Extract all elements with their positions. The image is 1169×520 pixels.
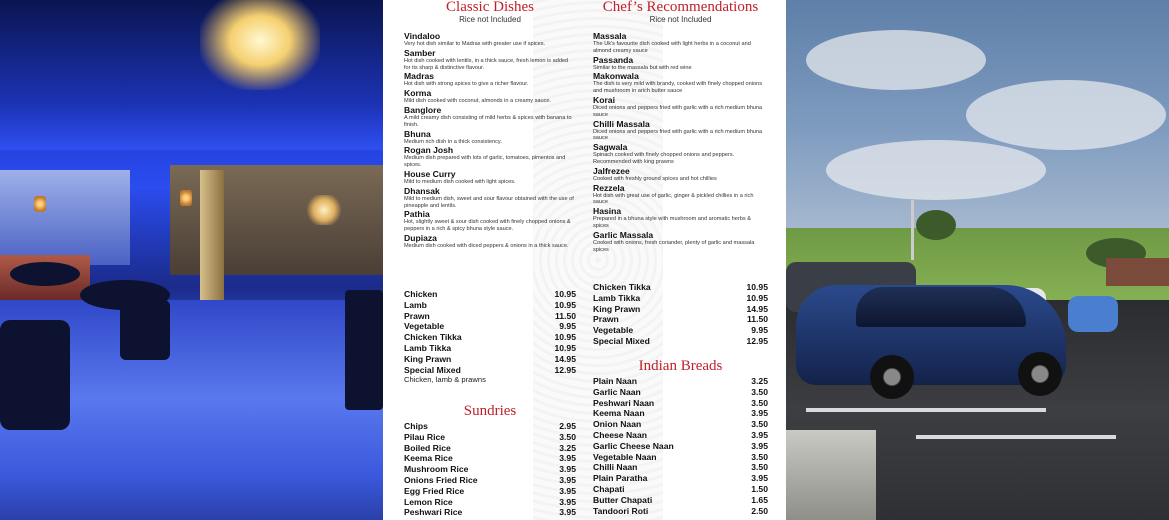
- window: [0, 170, 130, 265]
- price-row: [404, 365, 576, 376]
- dish-name: House Curry: [404, 168, 456, 179]
- dish-desc: Cooked with onions, fresh coriander, plenty of garlic and massala spices: [593, 239, 755, 253]
- item-name: Garlic Cheese Naan: [593, 440, 674, 451]
- chandelier: [306, 195, 342, 225]
- price-row: [404, 343, 576, 354]
- price-row: [404, 289, 576, 300]
- item-price: 3.95: [751, 408, 768, 419]
- item-name: Lemon Rice: [404, 496, 453, 507]
- dish-desc: Medium rich dish in a thick consistency.: [404, 138, 502, 145]
- item-price: 14.95: [746, 303, 768, 314]
- dish-item: [593, 95, 768, 119]
- price-row: [404, 464, 576, 475]
- dish-name: Makonwala: [593, 71, 639, 82]
- item-price: 3.50: [751, 462, 768, 473]
- cloud: [806, 30, 986, 90]
- item-price: 1.50: [751, 483, 768, 494]
- item-name: Keema Naan: [593, 408, 645, 419]
- dish-desc: Cooked with freshly ground spices and hot chillies: [593, 175, 717, 182]
- item-price: 3.95: [751, 429, 768, 440]
- item-name: Vegetable: [404, 321, 445, 332]
- item-name: Special Mixed: [593, 335, 650, 346]
- item-price: 3.95: [559, 464, 576, 475]
- price-row: [404, 507, 576, 518]
- item-name: Vegetable Naan: [593, 451, 657, 462]
- dish-item: [404, 88, 576, 105]
- dish-name: Massala: [593, 31, 627, 41]
- item-name: Onions Fried Rice: [404, 474, 478, 485]
- item-name: Mushroom Rice: [404, 464, 469, 475]
- dish-desc: Diced onions and peppers fried with garlic with a rich medium bhuna sauce: [593, 128, 763, 142]
- indian-breads-title: Indian Breads: [638, 358, 723, 374]
- dish-desc: Mild to medium dish, sweet and sour flavour obtained with the use of pineapple and lentils.: [404, 195, 574, 209]
- dish-item: [593, 31, 768, 55]
- dish-item: [593, 119, 768, 143]
- sundries-list: [404, 421, 576, 518]
- item-price: 3.95: [559, 496, 576, 507]
- item-name: Keema Rice: [404, 453, 453, 464]
- dish-name: Passanda: [593, 54, 634, 65]
- dish-name: Jalfrezee: [593, 165, 630, 176]
- dish-name: Chilli Massala: [593, 118, 650, 129]
- tree: [916, 210, 956, 240]
- item-name: Onion Naan: [593, 419, 642, 430]
- dish-name: Banglore: [404, 104, 442, 115]
- item-name: Peshwari Naan: [593, 397, 655, 408]
- ceiling: [0, 0, 383, 150]
- dish-name: Rogan Josh: [404, 145, 454, 156]
- item-price: 11.50: [746, 314, 768, 325]
- item-price: 3.95: [559, 485, 576, 496]
- dish-name: Madras: [404, 71, 435, 82]
- dish-name: Korai: [593, 94, 615, 105]
- price-row: [404, 321, 576, 332]
- item-price: 2.95: [559, 421, 576, 431]
- item-price: 11.50: [554, 310, 576, 321]
- car-windows: [856, 287, 1026, 327]
- item-name: King Prawn: [404, 353, 452, 364]
- house: [1106, 258, 1169, 286]
- item-name: Peshwari Rice: [404, 507, 463, 518]
- dish-desc: Hot, slightly sweet & sour dish cooked with finely chopped onions & peppers in a rich & spicy bhuna style sauce.: [404, 219, 571, 233]
- stone-wall: [786, 430, 876, 520]
- item-name: King Prawn: [593, 303, 641, 314]
- price-row: [404, 421, 576, 432]
- price-row: [593, 430, 768, 441]
- item-name: Boiled Rice: [404, 442, 451, 453]
- price-row: [404, 332, 576, 343]
- dish-item: [593, 71, 768, 95]
- dining-chair: [120, 300, 170, 360]
- restaurant-interior-photo: [0, 0, 383, 520]
- dish-desc: Spinach cooked with finely chopped onions and peppers. Recommended with king prawns: [593, 152, 735, 165]
- item-name: Tandoori Roti: [593, 505, 649, 516]
- ceiling-light: [200, 0, 320, 90]
- item-price: 3.25: [751, 376, 768, 386]
- item-price: 9.95: [751, 325, 768, 336]
- car-wheel: [870, 355, 914, 399]
- item-name: Chapati: [593, 483, 625, 494]
- dish-desc: Hot dish with great use of garlic, ginger & pickled chillies in a rich sauce: [593, 192, 754, 206]
- dining-chair: [345, 290, 383, 410]
- dish-name: Samber: [404, 47, 436, 58]
- dish-desc: Very hot dish similar to Madras with greater use if spices.: [404, 41, 546, 47]
- item-name: Egg Fried Rice: [404, 485, 465, 496]
- item-price: 3.50: [751, 419, 768, 430]
- dish-item: [404, 105, 576, 129]
- item-name: Lamb Tikka: [593, 292, 641, 303]
- dish-item: [404, 209, 576, 233]
- dish-name: Dupiaza: [404, 232, 437, 243]
- price-row: [593, 484, 768, 495]
- price-row: [593, 387, 768, 398]
- dish-name: Rezzela: [593, 182, 625, 193]
- dining-table: [10, 262, 80, 286]
- chefs-recommendations-title: Chef’s Recommendations: [602, 0, 759, 15]
- item-price: 10.95: [554, 289, 576, 299]
- item-price: 2.50: [751, 505, 768, 516]
- dish-item: [404, 31, 576, 48]
- dish-desc: Similar to the massala but with red wine: [593, 64, 692, 71]
- price-row: [593, 293, 768, 304]
- item-name: Plain Paratha: [593, 473, 648, 484]
- price-row: [593, 452, 768, 463]
- price-row: [593, 506, 768, 517]
- price-row: [404, 497, 576, 508]
- item-name: Vegetable: [593, 325, 634, 336]
- classic-price-list: [404, 289, 576, 385]
- price-row: [404, 432, 576, 443]
- dish-desc: Hot dish with strong spices to give a richer flavour.: [404, 81, 529, 88]
- price-row: [593, 336, 768, 347]
- item-price: 10.95: [554, 332, 576, 343]
- dish-item: [404, 71, 576, 88]
- pillar: [200, 170, 224, 310]
- price-row: [404, 311, 576, 322]
- dish-list: [593, 31, 768, 253]
- item-price: 3.25: [559, 442, 576, 453]
- dish-desc: Diced onions and peppers fried with garlic with a rich medium bhuna sauce: [593, 104, 763, 118]
- dish-item: [404, 233, 576, 250]
- dish-item: [593, 142, 768, 166]
- item-price: 3.50: [751, 397, 768, 408]
- dish-desc: Hot dish cooked with lentils, in a thick sauce, fresh lemon is added for its sharp & distinctive flavour.: [404, 57, 569, 71]
- price-row: [593, 441, 768, 452]
- item-price: 1.65: [751, 494, 768, 505]
- lamp-post: [911, 200, 914, 260]
- dish-desc: The dish is very mild with brandy, cooked with finely chopped onions and mushroom in arich butter sauce: [593, 81, 763, 95]
- price-row: [593, 376, 768, 387]
- dish-item: [593, 166, 768, 183]
- wall-lamp: [180, 190, 192, 206]
- parking-line: [916, 435, 1116, 439]
- item-price: 12.95: [746, 335, 768, 346]
- item-price: 3.50: [559, 431, 576, 442]
- classic-dishes-title: Classic Dishes: [446, 0, 534, 15]
- item-name: Garlic Naan: [593, 386, 641, 397]
- item-price: 9.95: [559, 321, 576, 332]
- dish-name: Bhuna: [404, 128, 431, 139]
- price-row: [593, 325, 768, 336]
- item-price: 3.95: [751, 473, 768, 484]
- price-row: [404, 300, 576, 311]
- chef-price-list: [593, 282, 768, 347]
- price-row: [404, 486, 576, 497]
- dish-desc: Mild dish cooked with coconut, almonds in a creamy sauce.: [404, 98, 552, 105]
- item-name: Lamb: [404, 299, 427, 310]
- cloud: [826, 140, 1046, 200]
- dish-name: Sagwala: [593, 142, 628, 153]
- price-row: [593, 314, 768, 325]
- item-price: 10.95: [746, 292, 768, 303]
- parked-car: [1068, 296, 1118, 332]
- item-name: Prawn: [593, 314, 619, 325]
- dish-item: [404, 145, 576, 169]
- dish-item: [404, 169, 576, 186]
- dish-item: [593, 206, 768, 230]
- item-price: 10.95: [554, 342, 576, 353]
- menu-page: [383, 0, 786, 520]
- price-row: [593, 462, 768, 473]
- dining-table: [0, 320, 70, 430]
- item-price: 14.95: [554, 353, 576, 364]
- dish-name: Dhansak: [404, 185, 440, 196]
- item-price: 3.95: [559, 453, 576, 464]
- item-price: 3.50: [751, 386, 768, 397]
- dish-item: [593, 230, 768, 254]
- item-name: Chilli Naan: [593, 462, 638, 473]
- chefs-recommendations-subtitle: Rice not Included: [649, 15, 712, 24]
- price-row: [593, 304, 768, 315]
- price-row: [593, 408, 768, 419]
- price-row: [593, 282, 768, 293]
- dish-name: Vindaloo: [404, 31, 441, 41]
- item-name: Butter Chapati: [593, 494, 653, 505]
- item-name: Chicken: [404, 289, 438, 299]
- item-price: 3.95: [751, 440, 768, 451]
- item-name: Pilau Rice: [404, 431, 446, 442]
- price-row: [593, 419, 768, 430]
- dish-desc: Medium dish prepared with lots of garlic, tomatoes, pimentos and spices.: [404, 155, 566, 169]
- item-name: Lamb Tikka: [404, 342, 452, 353]
- price-row: [404, 475, 576, 486]
- dish-list: [404, 31, 576, 250]
- car-park-photo: [786, 0, 1169, 520]
- classic-dishes-subtitle: Rice not Included: [459, 15, 521, 24]
- dish-item: [593, 55, 768, 72]
- dish-desc: Mild to medium dish cooked with light spices.: [404, 178, 516, 185]
- price-row: [593, 473, 768, 484]
- sundries-title: Sundries: [463, 403, 517, 419]
- parking-line: [806, 408, 1046, 412]
- dish-item: [404, 186, 576, 210]
- dish-desc: A mild creamy dish consisting of mild herbs & spices with banana to finish.: [404, 114, 572, 128]
- dish-name: Pathia: [404, 209, 430, 220]
- item-price: 12.95: [554, 364, 576, 375]
- price-row: [404, 453, 576, 464]
- item-name: Cheese Naan: [593, 429, 647, 440]
- item-price: 10.95: [746, 282, 768, 292]
- item-name: Chicken Tikka: [404, 332, 462, 343]
- breads-list: [593, 376, 768, 516]
- dish-item: [404, 48, 576, 72]
- item-name: Chips: [404, 421, 428, 431]
- dish-name: Korma: [404, 88, 432, 99]
- dish-desc: Prepared in a bhuna style with mushroom and aromatic herbs & spices: [593, 216, 751, 229]
- item-price: 10.95: [554, 299, 576, 310]
- item-name: Special Mixed: [404, 364, 461, 375]
- price-row: [593, 398, 768, 409]
- item-name: Plain Naan: [593, 376, 637, 386]
- item-price: 3.95: [559, 507, 576, 518]
- dish-item: [593, 183, 768, 207]
- car-wheel: [1018, 352, 1062, 396]
- item-price: 3.95: [559, 474, 576, 485]
- dish-name: Garlic Massala: [593, 229, 654, 240]
- price-row: [404, 354, 576, 365]
- item-price: 3.50: [751, 451, 768, 462]
- item-name: Chicken Tikka: [593, 282, 651, 292]
- dish-name: Hasina: [593, 206, 622, 217]
- wall-lamp: [34, 196, 46, 212]
- item-name: Prawn: [404, 310, 430, 321]
- cloud: [966, 80, 1166, 150]
- dish-desc: The Uk’s favourite dish cooked with light herbs in a coconut and almond creamy sauce: [593, 41, 751, 54]
- price-row: [593, 495, 768, 506]
- dish-desc: Medium dish cooked with diced peppers & onions in a thick sauce.: [404, 242, 569, 249]
- price-row: [404, 443, 576, 454]
- price-note: Chicken, lamb & prawns: [404, 375, 486, 385]
- dish-item: [404, 129, 576, 146]
